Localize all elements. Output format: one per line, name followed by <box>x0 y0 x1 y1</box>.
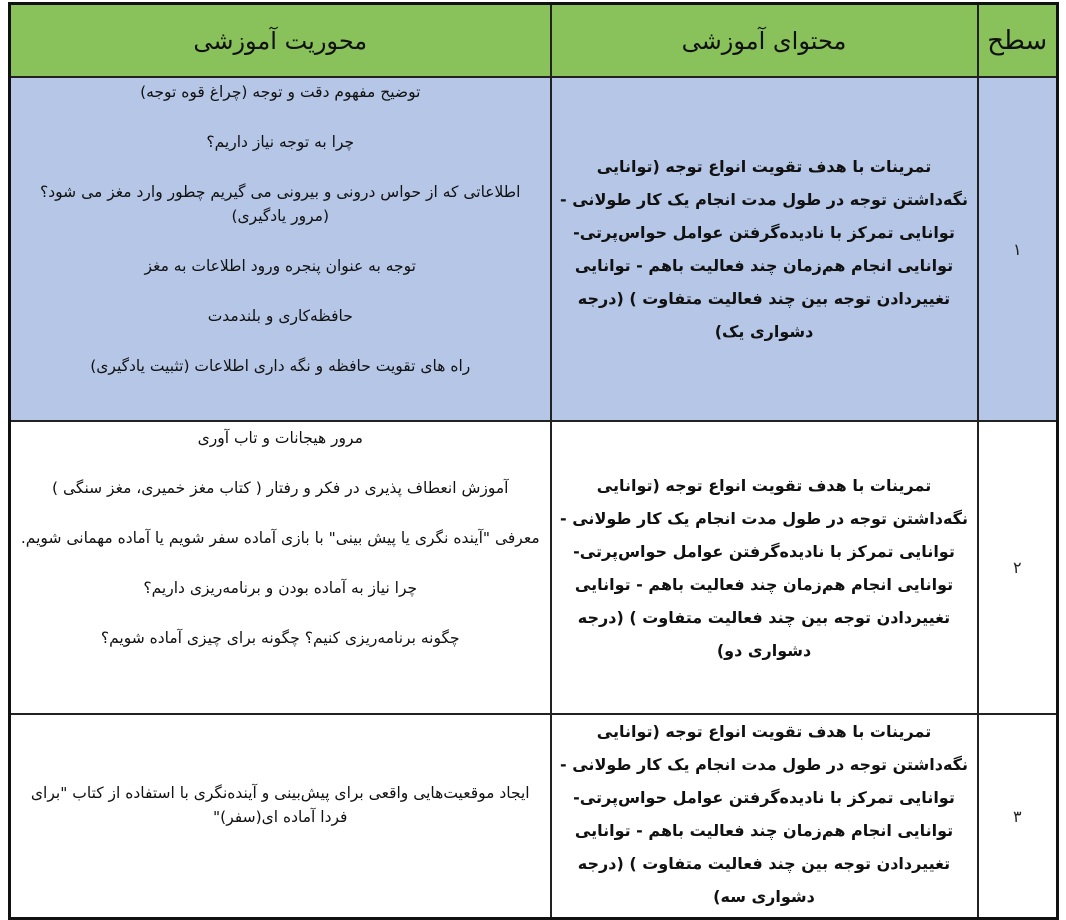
row-level: ۲ <box>978 421 1058 714</box>
curriculum-table-container <box>8 2 1058 906</box>
row-focus <box>10 714 551 919</box>
header-level: سطح <box>978 4 1058 78</box>
row-content: تمرینات با هدف تقویت انواع توجه (توانایی نگه‌داشتن توجه در طول مدت انجام یک کار طولانی - توانایی تمرکز با نادیده‌گرفتن عوامل حواس‌پرتی- توانایی انجام هم‌زمان چند فعالیت باهم - توانایی تغییردادن توجه بین چند فعالیت متفاوت ) (درجه دشواری دو) <box>551 421 978 714</box>
header-content: محتوای آموزشی <box>551 4 978 78</box>
header-focus: محوریت آموزشی <box>10 4 551 78</box>
row-focus <box>10 77 551 421</box>
row-level: ۳ <box>978 714 1058 919</box>
row-content: تمرینات با هدف تقویت انواع توجه (توانایی نگه‌داشتن توجه در طول مدت انجام یک کار طولانی - توانایی تمرکز با نادیده‌گرفتن عوامل حواس‌پرتی- توانایی انجام هم‌زمان چند فعالیت باهم - توانایی تغییردادن توجه بین چند فعالیت متفاوت ) (درجه دشواری یک) <box>551 77 978 421</box>
focus-item: چرا نیاز به آماده بودن و برنامه‌ریزی داریم؟ <box>143 579 418 597</box>
row-level: ۱ <box>978 77 1058 421</box>
row-content: تمرینات با هدف تقویت انواع توجه (توانایی نگه‌داشتن توجه در طول مدت انجام یک کار طولانی - توانایی تمرکز با نادیده‌گرفتن عوامل حواس‌پرتی- توانایی انجام هم‌زمان چند فعالیت باهم - توانایی تغییردادن توجه بین چند فعالیت متفاوت ) (درجه دشواری سه) <box>551 714 978 919</box>
focus-item: معرفی "آینده نگری یا پیش بینی" با بازی آماده سفر شویم یا آماده مهمانی شویم. <box>20 529 540 547</box>
focus-item: ایجاد موقعیت‌هایی واقعی برای پیش‌بینی و آینده‌نگری با استفاده از کتاب "برای فردا آماده ای(سفر)" <box>30 784 530 826</box>
curriculum-table <box>8 2 1059 920</box>
focus-item: توضیح مفهوم دقت و توجه (چراغ قوه توجه) <box>140 83 421 101</box>
focus-item: چگونه برنامه‌ریزی کنیم؟ چگونه برای چیزی آماده شویم؟ <box>100 629 460 647</box>
focus-item: حافظه‌کاری و بلندمدت <box>207 307 353 325</box>
row-focus <box>10 421 551 714</box>
focus-item: آموزش انعطاف پذیری در فکر و رفتار ( کتاب مغز خمیری، مغز سنگی ) <box>52 479 509 497</box>
table-row <box>10 714 1058 919</box>
focus-item: راه های تقویت حافظه و نگه داری اطلاعات (تثبیت یادگیری) <box>90 357 471 375</box>
focus-item: مرور هیجانات و تاب آوری <box>197 429 363 447</box>
table-header-row <box>10 4 1058 78</box>
table-row <box>10 421 1058 714</box>
focus-item: چرا به توجه نیاز داریم؟ <box>206 133 355 151</box>
focus-item: توجه به عنوان پنجره ورود اطلاعات به مغز <box>144 257 416 275</box>
focus-item: اطلاعاتی که از حواس درونی و بیرونی می گیریم چطور وارد مغز می شود؟ (مرور یادگیری) <box>40 183 521 225</box>
table-row <box>10 77 1058 421</box>
